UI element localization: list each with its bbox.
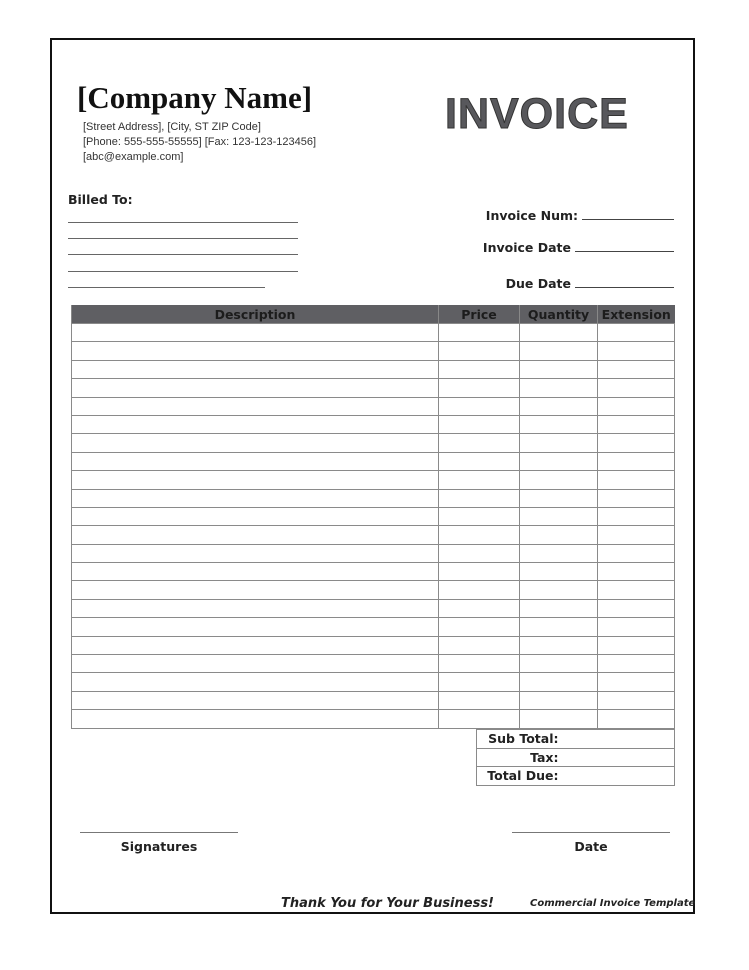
table-row xyxy=(72,415,675,433)
cell-quantity[interactable] xyxy=(520,710,598,728)
cell-extension[interactable] xyxy=(598,599,675,617)
table-row xyxy=(72,581,675,599)
cell-description[interactable] xyxy=(72,563,439,581)
cell-price[interactable] xyxy=(439,434,520,452)
cell-price[interactable] xyxy=(439,581,520,599)
table-header xyxy=(72,305,675,324)
cell-quantity[interactable] xyxy=(520,581,598,599)
cell-price[interactable] xyxy=(439,397,520,415)
table-row xyxy=(72,599,675,617)
cell-description[interactable] xyxy=(72,379,439,397)
invoice-num-label: Invoice Num: xyxy=(485,208,578,223)
invoice-date-input[interactable] xyxy=(575,241,674,252)
cell-description[interactable] xyxy=(72,655,439,673)
cell-price[interactable] xyxy=(439,342,520,360)
cell-extension[interactable] xyxy=(598,655,675,673)
invoice-date-field xyxy=(483,240,674,255)
total-due-label: Total Due: xyxy=(477,767,559,786)
cell-price[interactable] xyxy=(439,471,520,489)
cell-price[interactable] xyxy=(439,415,520,433)
cell-description[interactable] xyxy=(72,526,439,544)
table-row xyxy=(72,691,675,709)
line-items-body xyxy=(72,324,675,729)
cell-description[interactable] xyxy=(72,691,439,709)
cell-description[interactable] xyxy=(72,636,439,654)
total-due-value[interactable] xyxy=(559,767,675,786)
cell-quantity[interactable] xyxy=(520,397,598,415)
cell-extension[interactable] xyxy=(598,324,675,342)
cell-extension[interactable] xyxy=(598,471,675,489)
cell-extension[interactable] xyxy=(598,673,675,691)
cell-price[interactable] xyxy=(439,599,520,617)
cell-extension[interactable] xyxy=(598,691,675,709)
tax-label: Tax: xyxy=(477,748,559,767)
subtotal-row xyxy=(477,730,675,749)
cell-extension[interactable] xyxy=(598,563,675,581)
cell-quantity[interactable] xyxy=(520,618,598,636)
cell-description[interactable] xyxy=(72,360,439,378)
invoice-title: INVOICE xyxy=(445,90,629,138)
invoice-date-label: Invoice Date xyxy=(482,240,571,255)
table-row xyxy=(72,342,675,360)
total-due-row xyxy=(477,767,675,786)
cell-extension[interactable] xyxy=(598,710,675,728)
cell-description[interactable] xyxy=(72,544,439,562)
table-row xyxy=(72,563,675,581)
cell-quantity[interactable] xyxy=(520,673,598,691)
cell-extension[interactable] xyxy=(598,636,675,654)
cell-extension[interactable] xyxy=(598,526,675,544)
cell-price[interactable] xyxy=(439,563,520,581)
subtotal-label: Sub Total: xyxy=(477,730,559,749)
company-name: [Company Name] xyxy=(77,80,313,115)
cell-description[interactable] xyxy=(72,581,439,599)
cell-description[interactable] xyxy=(72,471,439,489)
cell-price[interactable] xyxy=(439,618,520,636)
cell-price[interactable] xyxy=(439,379,520,397)
cell-quantity[interactable] xyxy=(520,434,598,452)
invoice-num-input[interactable] xyxy=(582,209,674,220)
cell-description[interactable] xyxy=(72,489,439,507)
cell-description[interactable] xyxy=(72,507,439,525)
cell-price[interactable] xyxy=(439,360,520,378)
cell-description[interactable] xyxy=(72,415,439,433)
date-signature-line[interactable] xyxy=(512,832,670,833)
cell-quantity[interactable] xyxy=(520,471,598,489)
column-header-extension: Extension xyxy=(598,305,675,324)
cell-price[interactable] xyxy=(439,507,520,525)
cell-extension[interactable] xyxy=(598,434,675,452)
cell-description[interactable] xyxy=(72,618,439,636)
cell-extension[interactable] xyxy=(598,618,675,636)
cell-extension[interactable] xyxy=(598,489,675,507)
cell-quantity[interactable] xyxy=(520,379,598,397)
column-header-price: Price xyxy=(439,305,520,324)
invoice-num-field xyxy=(486,208,674,223)
cell-extension[interactable] xyxy=(598,581,675,599)
cell-price[interactable] xyxy=(439,544,520,562)
cell-quantity[interactable] xyxy=(520,324,598,342)
billed-to-line-5[interactable] xyxy=(68,287,265,288)
table-row xyxy=(72,379,675,397)
cell-extension[interactable] xyxy=(598,452,675,470)
tax-value[interactable] xyxy=(559,748,675,767)
table-row xyxy=(72,618,675,636)
billed-to-line-2[interactable] xyxy=(68,238,298,239)
cell-extension[interactable] xyxy=(598,397,675,415)
due-date-field xyxy=(506,276,674,291)
company-phone-fax: [Phone: 555-555-55555] [Fax: 123-123-123456] xyxy=(83,136,317,148)
cell-quantity[interactable] xyxy=(520,360,598,378)
table-row xyxy=(72,544,675,562)
due-date-label: Due Date xyxy=(505,276,571,291)
cell-quantity[interactable] xyxy=(520,636,598,654)
cell-extension[interactable] xyxy=(598,379,675,397)
table-row xyxy=(72,471,675,489)
table-row xyxy=(72,360,675,378)
thank-you-message: Thank You for Your Business! xyxy=(281,896,494,911)
table-row xyxy=(72,397,675,415)
column-header-quantity: Quantity xyxy=(520,305,598,324)
cell-quantity[interactable] xyxy=(520,507,598,525)
signatures-label: Signatures xyxy=(120,839,198,854)
table-row xyxy=(72,507,675,525)
cell-price[interactable] xyxy=(439,636,520,654)
cell-quantity[interactable] xyxy=(520,599,598,617)
billed-to-line-1[interactable] xyxy=(68,222,298,223)
cell-price[interactable] xyxy=(439,673,520,691)
cell-price[interactable] xyxy=(439,691,520,709)
table-row xyxy=(72,434,675,452)
cell-quantity[interactable] xyxy=(520,544,598,562)
cell-price[interactable] xyxy=(439,526,520,544)
table-row xyxy=(72,673,675,691)
cell-price[interactable] xyxy=(439,452,520,470)
table-row xyxy=(72,655,675,673)
table-row xyxy=(72,526,675,544)
subtotal-value[interactable] xyxy=(559,730,675,749)
table-row xyxy=(72,636,675,654)
due-date-input[interactable] xyxy=(575,277,674,288)
cell-quantity[interactable] xyxy=(520,342,598,360)
cell-description[interactable] xyxy=(72,342,439,360)
totals-table xyxy=(476,729,675,786)
cell-description[interactable] xyxy=(72,434,439,452)
date-label: Date xyxy=(574,839,608,854)
cell-quantity[interactable] xyxy=(520,452,598,470)
cell-quantity[interactable] xyxy=(520,655,598,673)
cell-quantity[interactable] xyxy=(520,526,598,544)
billed-to-line-3[interactable] xyxy=(68,254,298,255)
cell-quantity[interactable] xyxy=(520,489,598,507)
cell-price[interactable] xyxy=(439,655,520,673)
cell-extension[interactable] xyxy=(598,507,675,525)
billed-to-label: Billed To: xyxy=(68,192,133,207)
cell-quantity[interactable] xyxy=(520,415,598,433)
company-email: [abc@example.com] xyxy=(83,151,184,163)
signature-line[interactable] xyxy=(80,832,238,833)
cell-description[interactable] xyxy=(72,397,439,415)
table-row xyxy=(72,710,675,728)
cell-quantity[interactable] xyxy=(520,691,598,709)
cell-extension[interactable] xyxy=(598,544,675,562)
cell-description[interactable] xyxy=(72,452,439,470)
billed-to-line-4[interactable] xyxy=(68,271,298,272)
table-row xyxy=(72,489,675,507)
cell-description[interactable] xyxy=(72,599,439,617)
cell-price[interactable] xyxy=(439,710,520,728)
template-name: Commercial Invoice Template xyxy=(530,898,696,909)
table-row xyxy=(72,324,675,342)
cell-price[interactable] xyxy=(439,489,520,507)
cell-extension[interactable] xyxy=(598,360,675,378)
cell-description[interactable] xyxy=(72,710,439,728)
cell-description[interactable] xyxy=(72,673,439,691)
cell-extension[interactable] xyxy=(598,415,675,433)
cell-price[interactable] xyxy=(439,324,520,342)
tax-row xyxy=(477,748,675,767)
cell-description[interactable] xyxy=(72,324,439,342)
table-row xyxy=(72,452,675,470)
cell-extension[interactable] xyxy=(598,342,675,360)
cell-quantity[interactable] xyxy=(520,563,598,581)
column-header-description: Description xyxy=(72,305,439,324)
company-address: [Street Address], [City, ST ZIP Code] xyxy=(83,121,261,133)
line-items-table xyxy=(71,305,675,729)
